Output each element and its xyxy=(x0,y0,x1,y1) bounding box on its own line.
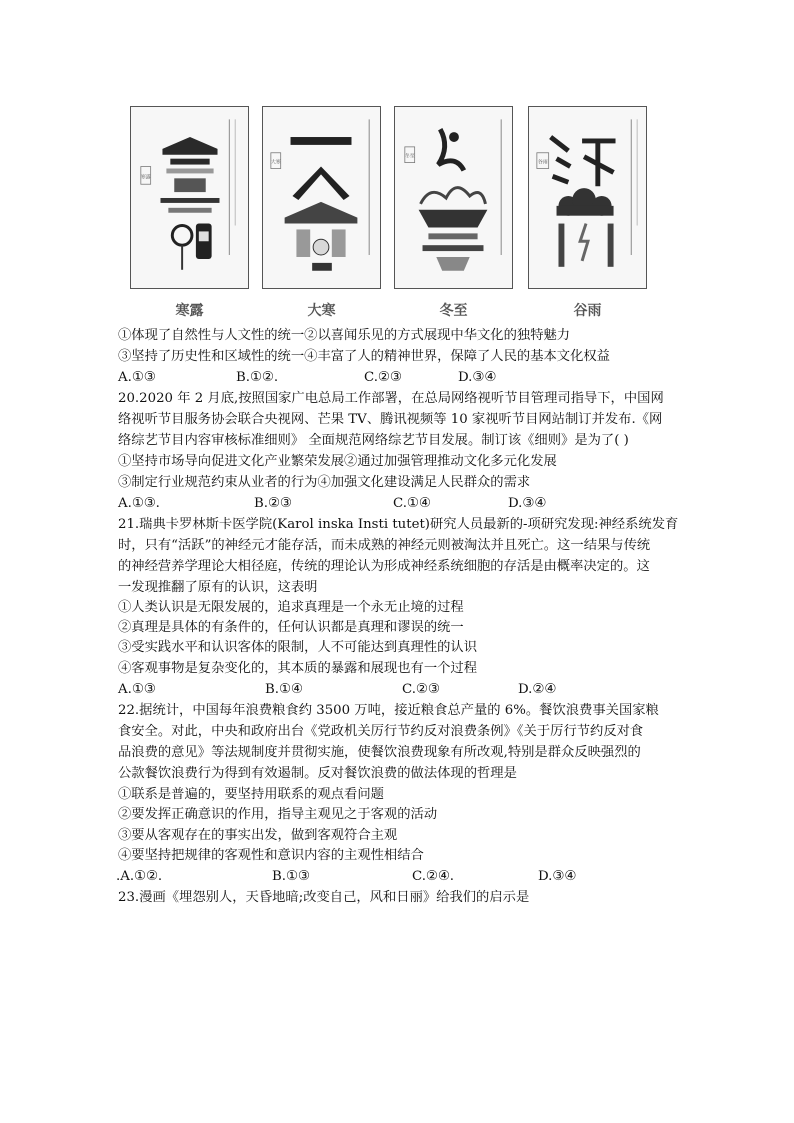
q22-statement-3: ③要从客观存在的事实出发，做到客观符合主观 xyxy=(118,828,398,843)
q22-stem-line-3: 品浪费的意见》等法规制度并贯彻实施，使餐饮浪费现象有所改观,特别是群众反映强烈的 xyxy=(118,745,641,760)
q21-stem-line-4: 一发现推翻了原有的认识，这表明 xyxy=(118,580,318,595)
q20-statement-2: ③制定行业规范约束从业者的行为④加强文化建设满足人民群众的需求 xyxy=(118,475,531,490)
q19-statement-2: ③坚持了历史性和区域性的统一④丰富了人的精神世界，保障了人民的基本文化权益 xyxy=(118,349,610,364)
poster-dahan-artwork xyxy=(263,107,380,288)
caption-guyu: 谷雨 xyxy=(573,303,602,319)
q21-statement-3: ③受实践水平和认识客体的限制，人不可能达到真理性的认识 xyxy=(118,640,478,655)
q22-statement-1: ①联系是普遍的，要坚持用联系的观点看问题 xyxy=(118,787,384,802)
poster-dongzhi-artwork xyxy=(395,107,512,288)
q21-option-c: C.②③ xyxy=(402,682,440,697)
poster-dongzhi xyxy=(394,106,513,289)
q21-option-b: B.①④ xyxy=(265,682,303,697)
svg-text:冬至: 冬至 xyxy=(404,153,415,160)
svg-text:大寒: 大寒 xyxy=(270,159,281,166)
q20-stem-line-2: 络视听节目服务协会联合央视网、芒果 TV、腾讯视频等 10 家视听节目网站制订并发布.《网 xyxy=(118,412,663,427)
q21-statement-1: ①人类认识是无限发展的，追求真理是一个永无止境的过程 xyxy=(118,600,464,615)
poster-hanlu xyxy=(130,106,249,289)
q22-option-b: B.①③ xyxy=(272,869,310,884)
q20-option-d: D.③④ xyxy=(508,496,547,511)
q21-stem-line-3: 的神经营养学理论大相径庭，传统的理论认为形成神经系统细胞的存活是由概率决定的。这 xyxy=(118,559,650,574)
q22-statement-4: ④要坚持把规律的客观性和意识内容的主观性相结合 xyxy=(118,848,424,863)
poster-guyu-artwork xyxy=(529,107,646,288)
q21-option-a: A.①③ xyxy=(118,682,156,697)
q20-option-c: C.①④ xyxy=(393,496,431,511)
caption-dongzhi: 冬至 xyxy=(439,303,468,319)
q22-stem-line-4: 公款餐饮浪费行为得到有效遏制。反对餐饮浪费的做法体现的哲理是 xyxy=(118,766,517,781)
svg-text:寒露: 寒露 xyxy=(140,174,151,181)
poster-dahan xyxy=(262,106,381,289)
q19-statement-1: ①体现了自然性与人文性的统一②以喜闻乐见的方式展现中华文化的独特魅力 xyxy=(118,328,571,343)
q21-stem-line-1: 21.瑞典卡罗林斯卡医学院(Karol inska Insti tutet)研究人员最新的-项研究发现:神经系统发育 xyxy=(118,517,679,532)
q21-option-d: D.②④ xyxy=(518,682,557,697)
q19-option-a: A.①③ xyxy=(118,370,156,385)
q20-stem-line-3: 络综艺节目内容审核标准细则》 全面规范网络综艺节目发展。制订该《细则》是为了( ) xyxy=(118,433,629,448)
q22-statement-2: ②要发挥正确意识的作用，指导主观见之于客观的活动 xyxy=(118,807,438,822)
caption-hanlu: 寒露 xyxy=(175,303,204,319)
q22-stem-line-1: 22.据统计，中国每年浪费粮食约 3500 万吨，接近粮食总产量的 6%。餐饮浪费事关国家粮 xyxy=(118,703,659,718)
q19-option-b: B.①②. xyxy=(236,370,279,385)
q19-option-c: C.②③ xyxy=(364,370,402,385)
q20-stem-line-1: 20.2020 年 2 月底,按照国家广电总局工作部署，在总局网络视听节目管理司指导下，中国网 xyxy=(118,391,664,406)
q22-option-d: D.③④ xyxy=(538,869,577,884)
poster-guyu xyxy=(528,106,647,289)
q21-statement-4: ④客观事物是复杂变化的，其本质的暴露和展现也有一个过程 xyxy=(118,661,478,676)
q20-option-b: B.②③ xyxy=(254,496,292,511)
q19-option-d: D.③④ xyxy=(458,370,497,385)
q20-option-a: A.①③. xyxy=(118,496,160,511)
poster-hanlu-artwork xyxy=(131,107,248,288)
q22-option-c: C.②④. xyxy=(412,869,454,884)
q20-statement-1: ①坚持市场导向促进文化产业繁荣发展②通过加强管理推动文化多元化发展 xyxy=(118,454,557,469)
q22-option-a: .A.①②. xyxy=(116,869,163,884)
caption-dahan: 大寒 xyxy=(307,303,336,319)
q21-statement-2: ②真理是具体的有条件的，任何认识都是真理和谬误的统一 xyxy=(118,620,464,635)
svg-text:谷雨: 谷雨 xyxy=(537,159,548,166)
q23-stem: 23.漫画《埋怨别人，天昏地暗;改变自己，风和日丽》给我们的启示是 xyxy=(118,890,530,905)
q22-stem-line-2: 食安全。对此，中央和政府出台《党政机关厉行节约反对浪费条例》《关于厉行节约反对食 xyxy=(118,724,644,739)
q21-stem-line-2: 时，只有“活跃”的神经元才能存活，而未成熟的神经元则被淘汰并且死亡。这一结果与传统 xyxy=(118,538,651,553)
